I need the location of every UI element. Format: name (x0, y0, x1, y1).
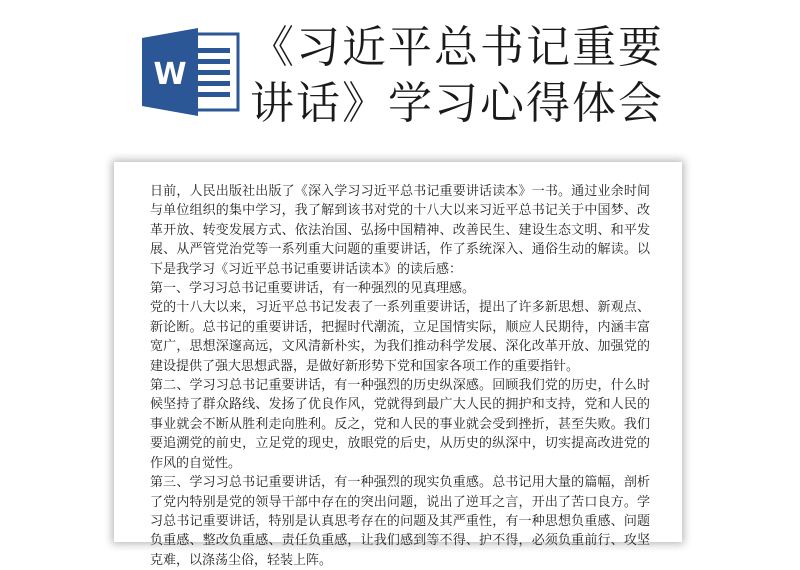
document-body (150, 182, 650, 570)
word-icon (142, 28, 240, 116)
page-title (250, 20, 770, 132)
paragraph-section-2: 第二、学习习总书记重要讲话，有一种强烈的历史纵深感。回顾我们党的历史，什么时候坚持了群众路线、发扬了优良作风，党就得到最广大人民的拥护和支持，党和人民的事业就会不断从胜利走向胜利。反之，党和人民的事业就会受到挫折，甚至失败。我们要追溯党的前史，立足党的现史，放眼党的后史，从历史的纵深中，切实提高改进党的作风的自觉性。 (150, 378, 650, 471)
paragraph-heading-1: 第一、学习习总书记重要讲话，有一种强烈的见真理感。 (150, 281, 476, 297)
paragraph-body-1: 党的十八大以来，习近平总书记发表了一系列重要讲话，提出了许多新思想、新观点、新论断。总书记的重要讲话，把握时代潮流，立足国情实际，顺应人民期待，内涵丰富宽广，思想深邃高远，文风清新朴实，为我们推动科学发展、深化改革开放、加强党的建设提供了强大思想武器，是做好新形势下党和国家各项工作的重要指针。 (150, 300, 650, 374)
title-line-2: 讲话》学习心得体会 (250, 78, 664, 129)
word-icon-letter: W (153, 57, 187, 92)
paragraph-intro: 日前，人民出版社出版了《深入学习习近平总书记重要讲话读本》一书。通过业余时间与单位组织的集中学习，我了解到该书对党的十八大以来习近平总书记关于中国梦、改革开放、转变发展方式、依法治国、弘扬中国精神、改善民生、建设生态文明、和平发展、从严管党治党等一系列重大问题的重要讲话，作了系统深入、通俗生动的解读。以下是我学习《习近平总书记重要讲话读本》的读后感： (150, 184, 650, 277)
title-line-1: 《习近平总书记重要 (250, 22, 664, 73)
paragraph-section-3: 第三、学习习总书记重要讲话，有一种强烈的现实负重感。总书记用大量的篇幅，剖析了党内特别是党的领导干部中存在的突出问题，说出了逆耳之言，开出了苦口良方。学习总书记重要讲话，特别是认真思考存在的问题及其严重性，有一种思想负重感、问题负重感、整改负重感、责任负重感，让我们感到等不得、护不得，必须负重前行、攻坚克难，以涤荡尘俗，轻装上阵。 (150, 475, 650, 568)
